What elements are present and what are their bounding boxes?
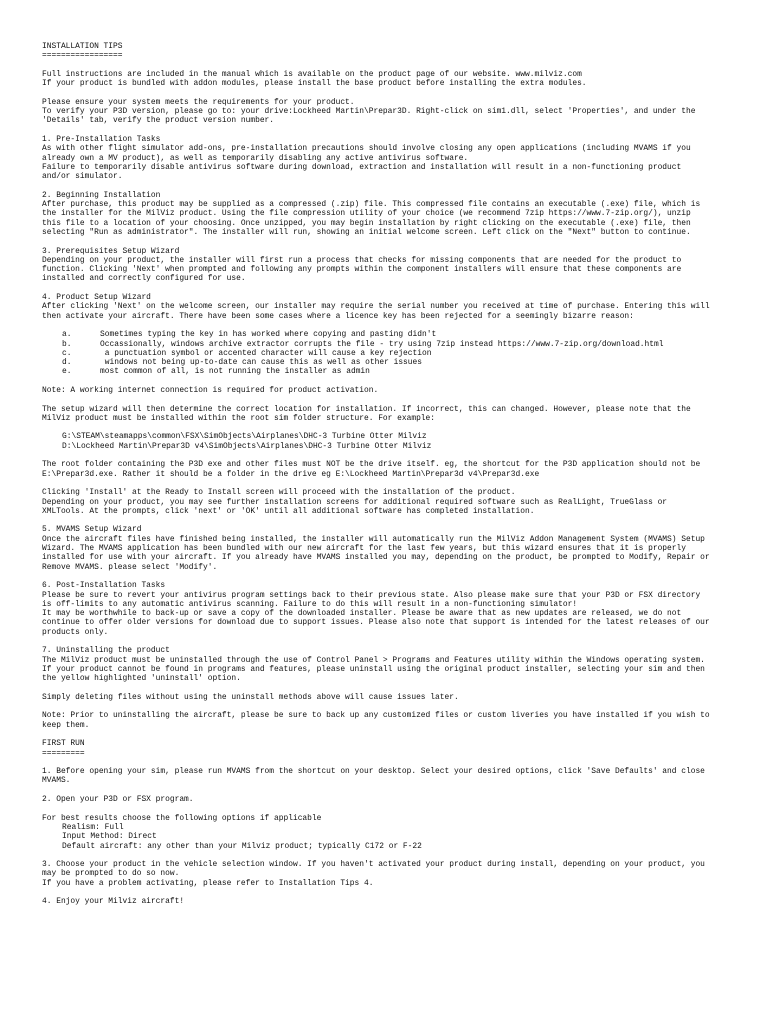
title-underline: ================= (42, 51, 123, 61)
section-line: The MilViz product must be uninstalled through the use of Control Panel > Programs and Features utility within the Windows operating system. (42, 655, 705, 665)
section-line: already own a MV product), as well as temporarily disabling any active antivirus software. (42, 153, 469, 163)
first-run-step-2: 2. Open your P3D or FSX program. (42, 795, 194, 805)
list-marker: c. (62, 348, 72, 358)
example-paths (42, 432, 732, 451)
section-heading: 6. Post-Installation Tasks (42, 581, 166, 591)
section-pre-installation (42, 135, 732, 181)
section-line: the installer for the MilViz product. Using the file compression utility of your choice (we recommend 7zip https://www.7-zip.org/), unzip (42, 209, 691, 219)
section-line: selecting "Run as administrator". The installer will run, showing an initial welcome screen. Left click on the "Next" button to continue. (42, 227, 691, 237)
step-line: MVAMS. (42, 776, 71, 786)
example-path: G:\STEAM\steamapps\common\FSX\SimObjects\Airplanes\DHC-3 Turbine Otter Milviz (62, 432, 427, 442)
section-line: and/or simulator. (42, 172, 123, 182)
section-line: installed for use with your aircraft. If you already have MVAMS installed you may, depending on the product, be prompted to Modify, Repair or (42, 553, 710, 563)
paragraph-line: XMLTools. At the prompts, click 'next' or 'OK' until all additional software has completed installation. (42, 506, 535, 516)
deleting-warning: Simply deleting files without using the uninstall methods above will cause issues later. (42, 692, 459, 702)
note-line: Note: Prior to uninstalling the aircraft, please be sure to back up any customized files or custom liveries you have installed if you wish to (42, 711, 710, 721)
first-run-step-3 (42, 860, 732, 888)
paragraph-line: Clicking 'Install' at the Ready to Install screen will proceed with the installation of the product. (42, 488, 516, 498)
section-line: It may be worthwhile to back-up or save a copy of the downloaded installer. Please be aware that as new updates are released, we do not (42, 609, 682, 619)
step-line: 1. Before opening your sim, please run MVAMS from the shortcut on your desktop. Select your desired options, click 'Save Defaults' and close (42, 767, 705, 777)
section-line: continue to offer older versions for download due to support issues. Please also note that support is intended for the latest releases of our (42, 618, 710, 628)
setup-location-paragraph (42, 405, 732, 424)
section-line: then activate your aircraft. There have been some cases where a licence key has been rejected for a seemingly bizarre reason: (42, 311, 634, 321)
section-uninstalling (42, 646, 732, 683)
first-run-title: FIRST RUN (42, 739, 85, 749)
paragraph-line: The root folder containing the P3D exe and other files must NOT be the drive itself. eg, the shortcut for the P3D application should not be (42, 460, 701, 470)
intro-line: Full instructions are included in the manual which is available on the product page of our website. www.milviz.com (42, 69, 582, 79)
clicking-install-paragraph (42, 488, 732, 516)
uninstall-note (42, 711, 732, 730)
step-line: may be prompted to do so now. (42, 869, 180, 879)
section-post-installation (42, 581, 732, 637)
section-line: Once the aircraft files have finished being installed, the installer will automatically run the MilViz Addon Management System (MVAMS) Setup (42, 534, 705, 544)
recommended-options (42, 823, 732, 851)
list-item (62, 330, 732, 339)
intro-line: If your product is bundled with addon modules, please install the base product before installing the extra modules. (42, 79, 587, 89)
section-heading: 3. Prerequisites Setup Wizard (42, 246, 180, 256)
section-line: Depending on your product, the installer will first run a process that checks for missing components that are needed for the product to (42, 255, 682, 265)
section-prerequisites (42, 247, 732, 284)
section-line: If your product cannot be found in programs and features, please uninstall using the original product installer, selecting your sim and then (42, 664, 705, 674)
internet-note: Note: A working internet connection is required for product activation. (42, 385, 379, 395)
section-heading: 7. Uninstalling the product (42, 646, 170, 656)
section-line: this file to a location of your choosing. Once unzipped, you may begin installation by right clicking on the executable (.exe) file, then (42, 218, 691, 228)
requirements-line: Please ensure your system meets the requirements for your product. (42, 97, 355, 107)
paragraph-line: The setup wizard will then determine the correct location for installation. If incorrect, this can changed. However, please note that the (42, 404, 691, 414)
section-line: is off-limits to any automatic antivirus scanning. Failure to do this will result in a non-functioning simulator! (42, 599, 578, 609)
requirements-line: 'Details' tab, verify the product version number. (42, 116, 275, 126)
root-folder-paragraph (42, 460, 732, 479)
first-run-step-1 (42, 767, 732, 786)
step-line: 3. Choose your product in the vehicle selection window. If you haven't activated your product during install, depending on your product, you (42, 860, 705, 870)
first-run-step-4: 4. Enjoy your Milviz aircraft! (42, 897, 185, 907)
section-product-setup (42, 293, 732, 321)
list-item-text: most common of all, is not running the installer as admin (100, 367, 370, 377)
section-line: Wizard. The MVAMS application has been bundled with our new aircraft for the last few years, but this wizard ensures that it is properly (42, 544, 686, 554)
list-item-text: Occassionally, windows archive extractor corrupts the file - try using 7zip instead https://www.7-zip.org/download.html (100, 339, 664, 349)
section-line: Please be sure to revert your antivirus program settings back to their previous state. Also please make sure that your P3D or FSX directory (42, 590, 701, 600)
rejection-reasons-list (42, 330, 732, 376)
section-line: products only. (42, 627, 109, 637)
list-item-text: Sometimes typing the key in has worked where copying and pasting didn't (100, 330, 437, 340)
list-item (62, 340, 732, 349)
option-line: Realism: Full (62, 822, 124, 832)
section-line: After clicking 'Next' on the welcome screen, our installer may require the serial number you received at time of purchase. Entering this will (42, 302, 710, 312)
list-marker: e. (62, 367, 72, 377)
requirements-line: To verify your P3D version, please go to: your drive:Lockheed Martin\Prepar3D. Right-click on sim1.dll, select 'Properties', and under the (42, 107, 696, 117)
best-results-heading: For best results choose the following options if applicable (42, 813, 322, 823)
document-page (42, 42, 732, 907)
requirements-paragraph (42, 98, 732, 126)
option-line: Input Method: Direct (62, 832, 157, 842)
section-beginning-installation (42, 191, 732, 237)
paragraph-line: MilViz product must be installed within the root sim folder structure. For example: (42, 413, 436, 423)
first-run-underline: ========= (42, 748, 85, 758)
section-heading: 5. MVAMS Setup Wizard (42, 525, 142, 535)
paragraph-line: E:\Prepar3d.exe. Rather it should be a folder in the drive eg E:\Lockheed Martin\Prepar3d v4\Prepar3d.exe (42, 469, 540, 479)
list-item (62, 358, 732, 367)
step-line: If you have a problem activating, please refer to Installation Tips 4. (42, 878, 374, 888)
list-marker: a. (62, 330, 72, 340)
list-marker: d. (62, 358, 72, 368)
note-line: keep them. (42, 720, 90, 730)
example-path: D:\Lockheed Martin\Prepar3D v4\SimObjects\Airplanes\DHC-3 Turbine Otter Milviz (62, 441, 432, 451)
section-line: installed and correctly configured for use. (42, 274, 246, 284)
option-line: Default aircraft: any other than your Milviz product; typically C172 or F-22 (62, 841, 422, 851)
section-mvams-setup (42, 525, 732, 571)
list-item (62, 349, 732, 358)
section-line: As with other flight simulator add-ons, pre-installation precautions should involve closing any open applications (including MVAMS if you (42, 144, 691, 154)
section-line: function. Clicking 'Next' when prompted and following any prompts within the component installers will ensure that these components are (42, 265, 682, 275)
paragraph-line: Depending on your product, you may see further installation screens for additional required software such as RealLight, TrueGlass or (42, 497, 668, 507)
section-line: the yellow highlighted 'uninstall' option. (42, 674, 241, 684)
list-item (62, 367, 732, 376)
section-heading: 4. Product Setup Wizard (42, 293, 151, 303)
intro-paragraph (42, 70, 732, 89)
list-item-text: windows not being up-to-date can cause this as well as other issues (100, 358, 422, 368)
section-line: Failure to temporarily disable antivirus software during download, extraction and installation will result in a non-functioning product (42, 162, 682, 172)
list-marker: b. (62, 339, 72, 349)
list-item-text: a punctuation symbol or accented character will cause a key rejection (100, 348, 432, 358)
section-line: Remove MVAMS. please select 'Modify'. (42, 562, 218, 572)
section-heading: 2. Beginning Installation (42, 190, 161, 200)
document-title: INSTALLATION TIPS (42, 42, 123, 51)
section-heading: 1. Pre-Installation Tasks (42, 134, 161, 144)
section-line: After purchase, this product may be supplied as a compressed (.zip) file. This compressed file contains an executable (.exe) file, which is (42, 200, 701, 210)
